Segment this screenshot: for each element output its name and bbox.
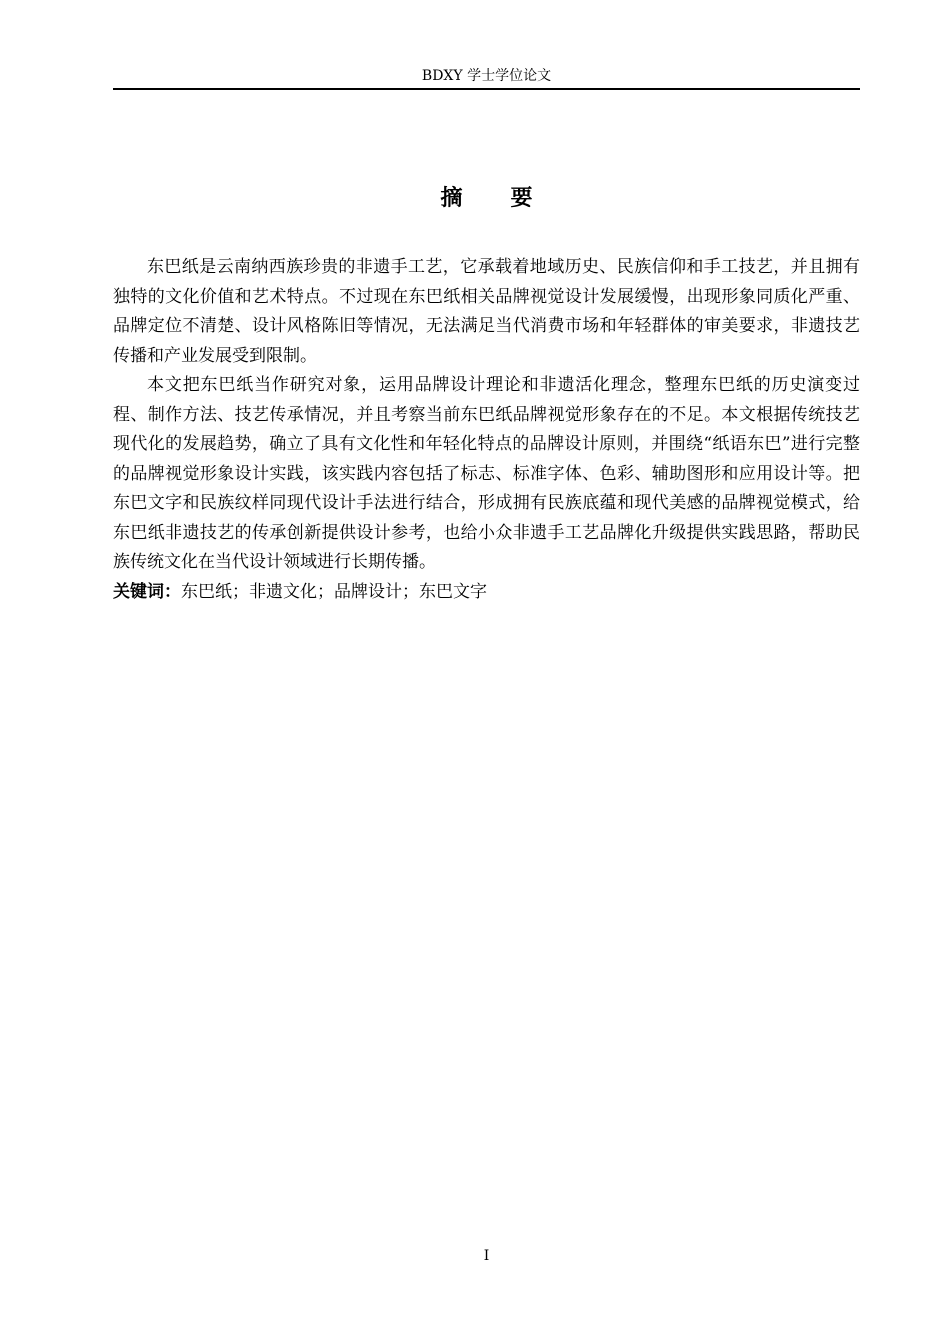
- keywords-text: 东巴纸；非遗文化；品牌设计；东巴文字: [181, 581, 487, 602]
- abstract-title: 摘要: [440, 186, 581, 211]
- abstract-paragraph-1: 东巴纸是云南纳西族珍贵的非遗手工艺，它承载着地域历史、民族信仰和手工技艺，并且拥有独特的文化价值和艺术特点。不过现在东巴纸相关品牌视觉设计发展缓慢，出现形象同质化严重、品牌定位不清楚、设计风格陈旧等情况，无法满足当代消费市场和年轻群体的审美要求，非遗技艺传播和产业发展受到限制。: [113, 257, 860, 366]
- keywords-line: [113, 578, 860, 608]
- keywords-label: 关键词：: [113, 581, 181, 602]
- header-rule: [113, 88, 860, 90]
- running-header: BDXY 学士学位论文: [421, 68, 552, 84]
- abstract-paragraph-2: 本文把东巴纸当作研究对象，运用品牌设计理论和非遗活化理念，整理东巴纸的历史演变过程、制作方法、技艺传承情况，并且考察当前东巴纸品牌视觉形象存在的不足。本文根据传统技艺现代化的发展趋势，确立了具有文化性和年轻化特点的品牌设计原则，并围绕“纸语东巴”进行完整的品牌视觉形象设计实践，该实践内容包括了标志、标准字体、色彩、辅助图形和应用设计等。把东巴文字和民族纹样同现代设计手法进行结合，形成拥有民族底蕴和现代美感的品牌视觉模式，给东巴纸非遗技艺的传承创新提供设计参考，也给小众非遗手工艺品牌化升级提供实践思路，帮助民族传统文化在当代设计领域进行长期传播。: [113, 375, 860, 572]
- page-number: I: [483, 1248, 490, 1264]
- abstract-body: [113, 253, 860, 607]
